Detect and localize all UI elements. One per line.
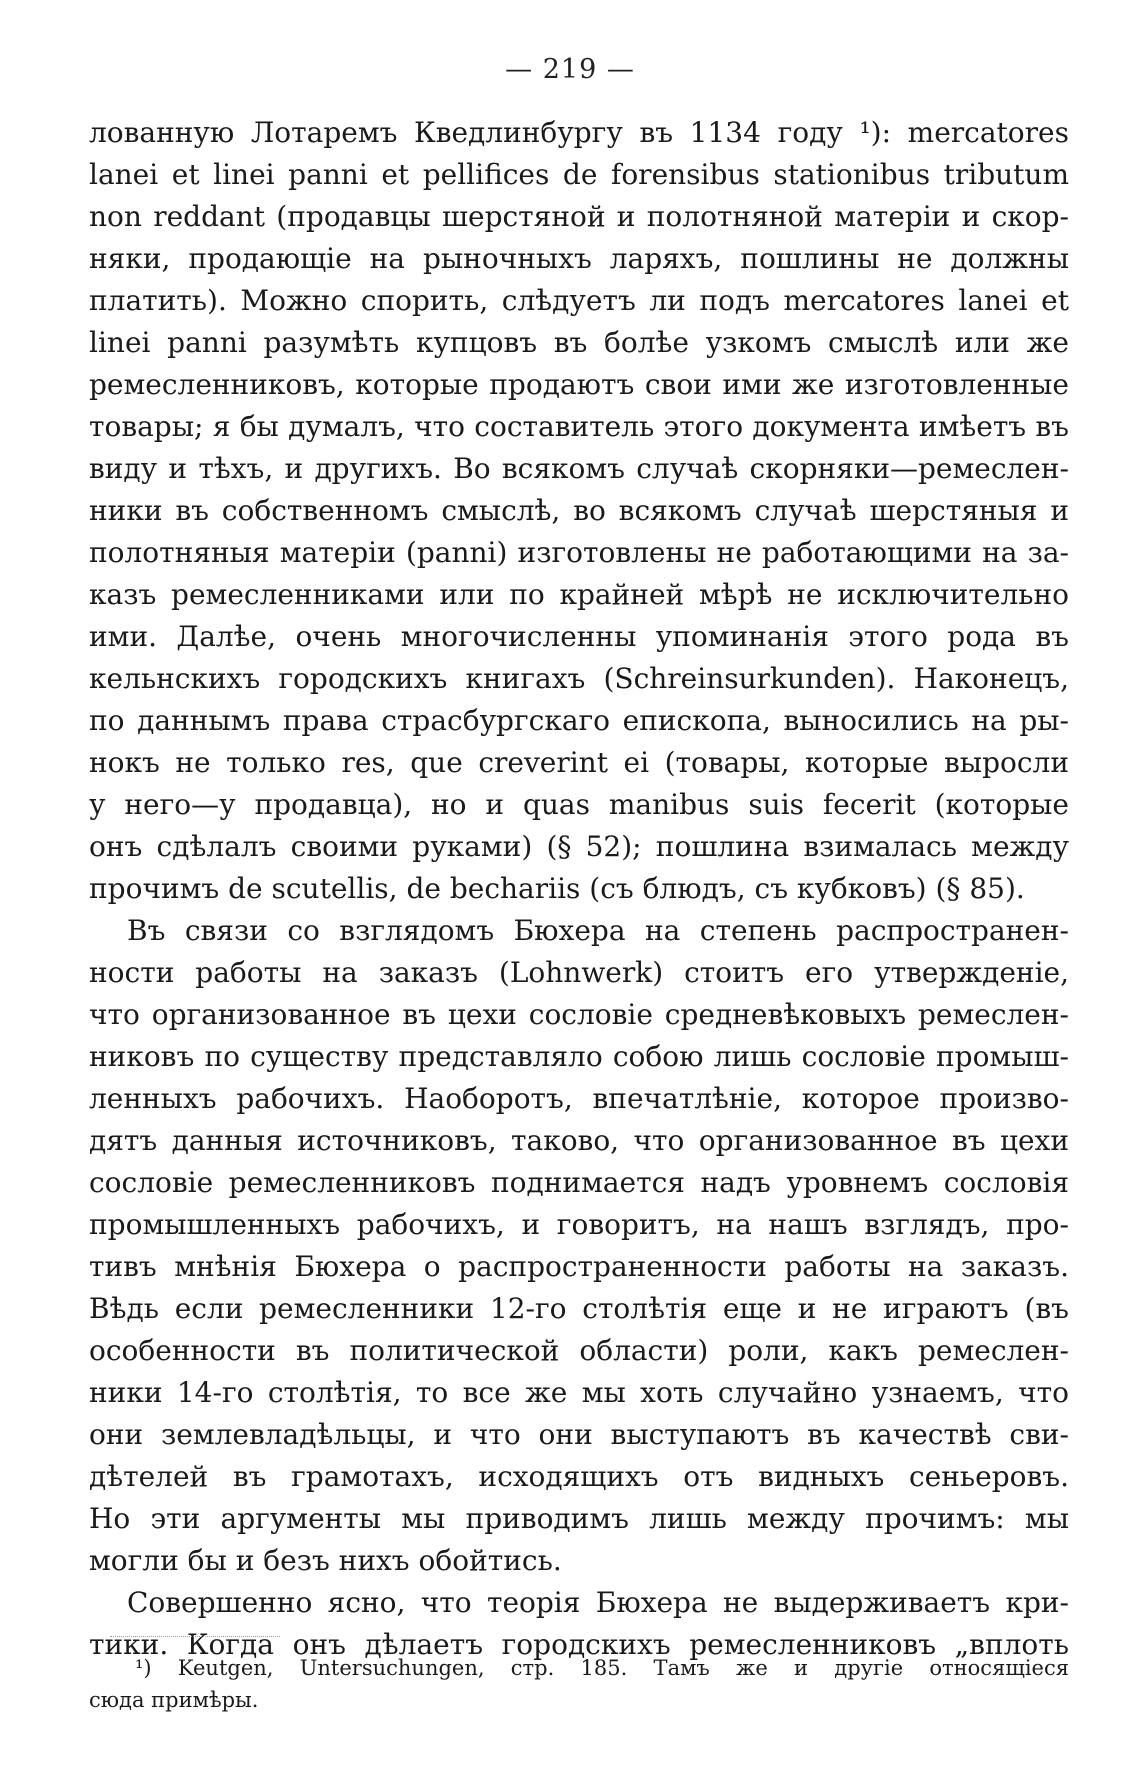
text-line: дятъ данныя источниковъ, таково, что организованное въ цехи: [89, 1124, 1069, 1157]
text-line: ники 14-го столѣтія, то все же мы хоть случайно узнаемъ, что: [89, 1376, 1069, 1409]
text-line: кельнскихъ городскихъ книгахъ (Schreinsurkunden). Наконецъ,: [89, 662, 1069, 695]
text-line: у него—у продавца), но и quas manibus suis fecerit (которые: [89, 788, 1069, 821]
text-line: по даннымъ права страсбургскаго епископа, выносились на ры-: [89, 704, 1069, 737]
text-line: виду и тѣхъ, и другихъ. Во всякомъ случаѣ скорняки—ремеслен-: [89, 452, 1069, 485]
footnote-line: сюда примѣры.: [89, 1688, 259, 1712]
text-line: Но эти аргументы мы приводимъ лишь между прочимъ: мы: [89, 1502, 1069, 1535]
text-line: ности работы на заказъ (Lohnwerk) стоитъ его утвержденіе,: [89, 956, 1069, 989]
paragraph-1: [89, 112, 1069, 910]
body-text: [89, 112, 1069, 1666]
text-line: онъ сдѣлалъ своими руками) (§ 52); пошлина взималась между: [89, 830, 1069, 863]
page-number: — 219 —: [505, 54, 635, 85]
text-line: прочимъ de scutellis, de becharіis (съ блюдъ, съ кубковъ) (§ 85).: [89, 872, 1025, 905]
text-line: тивъ мнѣнія Бюхера о распространенности работы на заказъ.: [89, 1250, 1069, 1283]
text-line: дѣтелей въ грамотахъ, исходящихъ отъ видныхъ сеньеровъ.: [89, 1460, 1069, 1493]
text-line: non reddant (продавцы шерстяной и полотняной матеріи и скор-: [89, 200, 1069, 233]
text-line: Совершенно ясно, что теорія Бюхера не выдерживаетъ кри-: [127, 1586, 1069, 1619]
text-line: сословіе ремесленниковъ поднимается надъ уровнемъ сословія: [89, 1166, 1069, 1199]
footnote-divider: [110, 1636, 280, 1637]
text-line: они землевладѣльцы, и что они выступаютъ въ качествѣ сви-: [89, 1418, 1069, 1451]
footnote-line: ¹) Keutgen, Untersuchungen, стр. 185. Тамъ же и другіе относящіеся: [135, 1656, 1069, 1680]
text-line: платить). Можно спорить, слѣдуетъ ли подъ mercatores lanei et: [89, 284, 1069, 317]
paragraph-2: [89, 910, 1069, 1582]
text-line: ими. Далѣе, очень многочисленны упоминанія этого рода въ: [89, 620, 1069, 653]
text-line: Въ связи со взглядомъ Бюхера на степень распространен-: [127, 914, 1069, 947]
text-line: что организованное въ цехи сословіе средневѣковыхъ ремеслен-: [89, 998, 1069, 1031]
text-line: нокъ не только res, que creverint ei (товары, которые выросли: [89, 746, 1069, 779]
text-line: промышленныхъ рабочихъ, и говоритъ, на нашъ взглядъ, про-: [89, 1208, 1069, 1241]
text-line: ремесленниковъ, которые продаютъ свои ими же изготовленные: [89, 368, 1069, 401]
text-line: полотняныя матеріи (panni) изготовлены не работающими на за-: [89, 536, 1069, 569]
text-line: няки, продающіе на рыночныхъ ларяхъ, пошлины не должны: [89, 242, 1069, 275]
footnote: [89, 1652, 1069, 1716]
text-line: linei panni разумѣть купцовъ въ болѣе узкомъ смыслѣ или же: [89, 326, 1069, 359]
text-line: особенности въ политической области) роли, какъ ремеслен-: [89, 1334, 1069, 1367]
text-line: никовъ по существу представляло собою лишь сословіе промыш-: [89, 1040, 1069, 1073]
text-line: казъ ремесленниками или по крайней мѣрѣ не исключительно: [89, 578, 1069, 611]
text-line: лованную Лотаремъ Кведлинбургу въ 1134 году ¹): mercatores: [89, 116, 1069, 149]
text-line: могли бы и безъ нихъ обойтись.: [89, 1544, 562, 1577]
text-line: ленныхъ рабочихъ. Наоборотъ, впечатлѣніе, которое произво-: [89, 1082, 1069, 1115]
text-line: тики. Когда онъ дѣлаетъ городскихъ ремесленниковъ „вплоть: [89, 1628, 1069, 1661]
text-line: ники въ собственномъ смыслѣ, во всякомъ случаѣ шерстяныя и: [89, 494, 1069, 527]
text-line: товары; я бы думалъ, что составитель этого документа имѣетъ въ: [89, 410, 1069, 443]
text-line: Вѣдь если ремесленники 12-го столѣтія еще и не играютъ (въ: [89, 1292, 1069, 1325]
text-line: lanei et linei panni et pellifices de forensibus stationibus tributum: [89, 158, 1069, 191]
